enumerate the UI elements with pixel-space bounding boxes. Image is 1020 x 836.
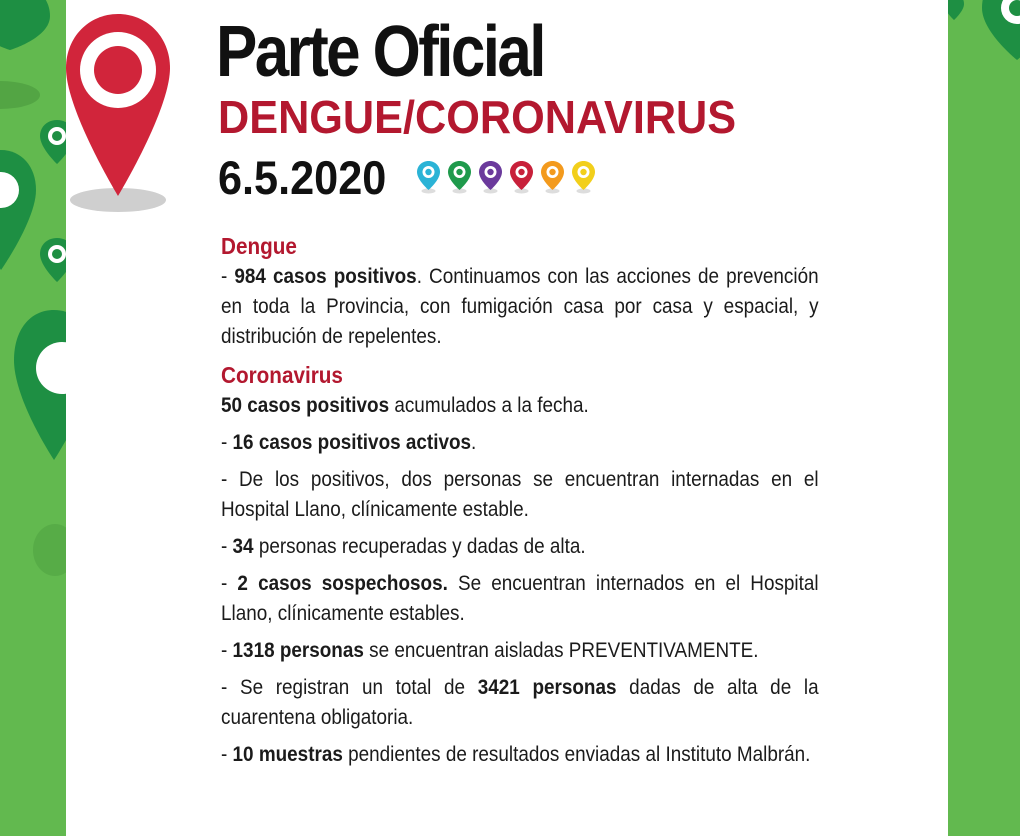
page-subtitle: DENGUE/CORONAVIRUS xyxy=(218,91,737,143)
location-pin-icon xyxy=(14,310,66,460)
colored-pins-row xyxy=(416,160,596,194)
location-pin-icon xyxy=(540,160,565,194)
left-decorative-strip xyxy=(0,0,66,836)
list-item: - 1318 personas se encuentran aisladas PREVENTIVAMENTE. xyxy=(221,639,759,662)
list-item: - 10 muestras pendientes de resultados enviadas al Instituto Malbrán. xyxy=(221,743,811,766)
bulletin-content xyxy=(221,230,819,777)
location-pin-icon xyxy=(40,120,66,164)
list-item: 50 casos positivos acumulados a la fecha. xyxy=(221,394,589,417)
location-pin-icon xyxy=(0,150,36,270)
list-item: - Se registran un total de 3421 personas dadas de alta de la cuarentena obligatoria. xyxy=(221,676,819,729)
right-decorative-strip xyxy=(948,0,1020,836)
list-item: - 2 casos sospechosos. Se encuentran internados en el Hospital Llano, clínicamente estables. xyxy=(221,572,819,625)
pin-shadow xyxy=(30,520,66,580)
location-pin-icon xyxy=(948,0,964,20)
location-pin-icon xyxy=(478,160,503,194)
location-pin-icon xyxy=(416,160,441,194)
bulletin-panel xyxy=(66,0,948,836)
location-pin-icon xyxy=(571,160,596,194)
page-title: Parte Oficial xyxy=(216,12,544,92)
location-pin-icon xyxy=(66,10,206,215)
list-item: - 16 casos positivos activos. xyxy=(221,431,477,454)
list-item: - De los positivos, dos personas se encuentran internadas en el Hospital Llano, clínicamente estable. xyxy=(221,468,819,521)
dengue-heading: Dengue xyxy=(221,233,297,259)
coronavirus-heading: Coronavirus xyxy=(221,362,343,388)
pin-shadow xyxy=(0,80,40,110)
location-pin-icon xyxy=(40,238,66,282)
location-pin-icon xyxy=(509,160,534,194)
location-pin-icon xyxy=(0,0,50,50)
list-item: - 34 personas recuperadas y dadas de alta. xyxy=(221,535,586,558)
dengue-paragraph: - 984 casos positivos. Continuamos con las acciones de prevención en toda la Provincia, con fumigación casa por casa y espacial, y distribución de repelentes. xyxy=(221,265,819,348)
location-pin-icon xyxy=(982,0,1020,60)
location-pin-icon xyxy=(447,160,472,194)
report-date: 6.5.2020 xyxy=(218,151,387,204)
